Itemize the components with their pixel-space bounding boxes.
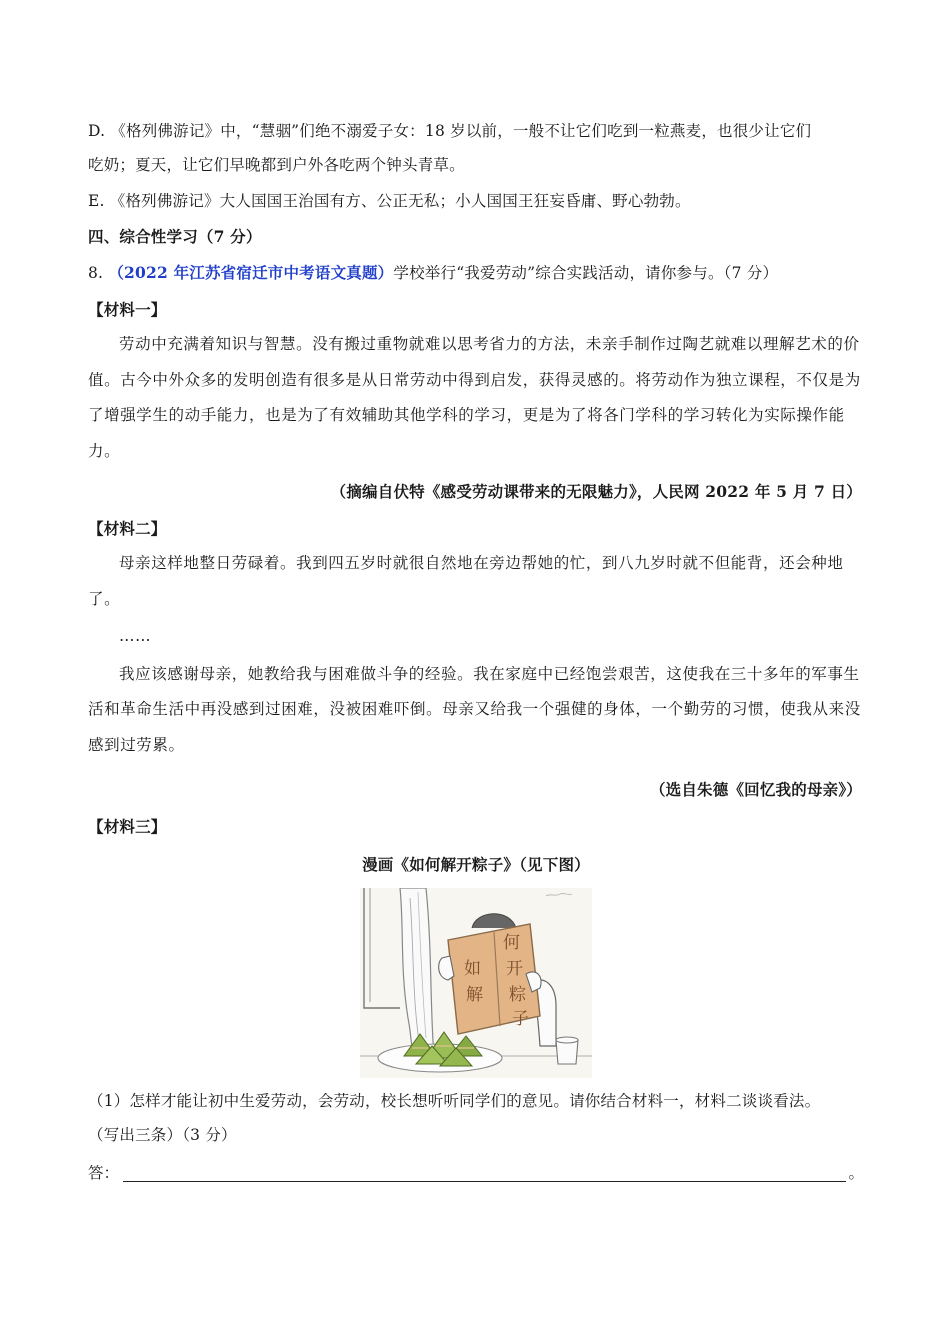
option-e: E. 《格列佛游记》大人国国王治国有方、公正无私；小人国国王狂妄昏庸、野心勃勃。 <box>88 192 691 210</box>
material-2-paragraph-1: 母亲这样地整日劳碌着。我到四五岁时就很自然地在旁边帮她的忙，到八九岁时就不但能背，还会种地了。 <box>88 554 844 608</box>
answer-end-mark: 。 <box>848 1164 864 1182</box>
option-d-line-1: D. 《格列佛游记》中，“慧骃”们绝不溺爱子女：18 岁以前，一般不让它们吃到一粒燕麦，也很少让它们 <box>88 122 812 140</box>
book-char-1: 何 <box>503 933 520 953</box>
document-page <box>88 112 864 1186</box>
book-char-3: 开 <box>506 959 523 979</box>
material-3-caption: 漫画《如何解开粽子》（见下图） <box>362 855 590 874</box>
book-char-4: 粽 <box>509 985 526 1005</box>
sub-question-1-line-2: （写出三条）（3 分） <box>88 1126 237 1144</box>
answer-blank-line[interactable] <box>123 1163 846 1182</box>
material-1-citation: （摘编自伏特《感受劳动课带来的无限魅力》，人民网 2022 年 5 月 7 日） <box>330 482 862 501</box>
option-d-line-2: 吃奶；夏天，让它们早晚都到户外各吃两个钟头青草。 <box>88 156 465 174</box>
question-number: 8. <box>88 264 104 282</box>
material-3-heading: 【材料三】 <box>88 817 167 836</box>
book-char-0: 如 <box>464 959 481 979</box>
material-2-paragraph-2: 我应该感谢母亲，她教给我与困难做斗争的经验。我在家庭中已经饱尝艰苦，这使我在三十多年的军事生活和革命生活中再没感到过困难，没被困难吓倒。母亲又给我一个强健的身体，一个勤劳的习惯，使我从来没感到过劳累。 <box>88 664 861 754</box>
material-2-citation: （选自朱德《回忆我的母亲》） <box>649 780 862 799</box>
answer-row <box>88 1160 864 1186</box>
material-2-ellipsis: …… <box>119 627 152 645</box>
book-char-5: 子 <box>512 1009 529 1029</box>
material-1-heading: 【材料一】 <box>88 300 167 319</box>
book-char-2: 解 <box>466 985 483 1005</box>
material-2-heading: 【材料二】 <box>88 519 167 538</box>
material-1-text: 劳动中充满着知识与智慧。没有搬过重物就难以思考省力的方法，未亲手制作过陶艺就难以理解艺术的价值。古今中外众多的发明创造有很多是从日常劳动中得到启发，获得灵感的。将劳动作为独立课程，不仅是为了增强学生的动手能力，也是为了有效辅助其他学科的学习，更是为了将各门学科的学习转化为实际操作能力。 <box>88 335 861 460</box>
question-prompt: 学校举行“我爱劳动”综合实践活动，请你参与。（7 分） <box>393 264 779 282</box>
cartoon-zongzi-image <box>360 888 592 1078</box>
sub-question-1-line-1: （1）怎样才能让初中生爱劳动，会劳动，校长想听听同学们的意见。请你结合材料一，材料二谈谈看法。 <box>88 1092 821 1110</box>
question-source-link[interactable]: （2022 年江苏省宿迁市中考语文真题） <box>108 263 394 282</box>
cartoon-container <box>88 888 864 1078</box>
section-title: 四、综合性学习（7 分） <box>88 227 262 246</box>
question-8 <box>88 260 864 286</box>
answer-label: 答： <box>88 1164 120 1182</box>
